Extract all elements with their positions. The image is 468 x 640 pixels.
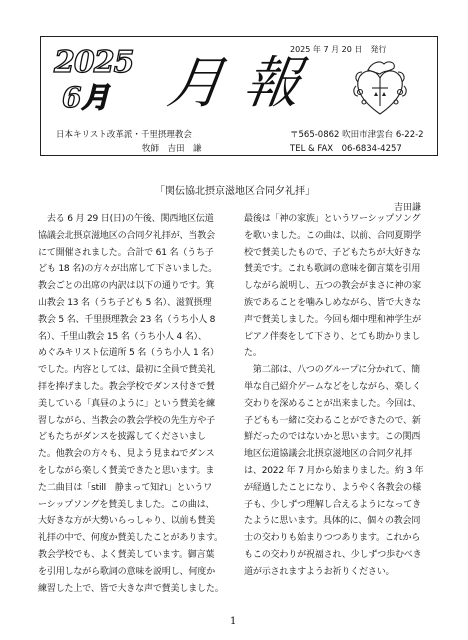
article-line: 山教会 13 名（うち子ども 5 名）、滋賀摂理	[38, 297, 212, 308]
article-line: 礼拝の中で、何度か賛美したことがあります。	[38, 533, 223, 544]
article-line: 大好きな方が大勢いらっしゃり、以前も賛美	[38, 516, 215, 527]
heart-dove-emblem-icon	[350, 56, 410, 122]
article-line: 地区伝道協議会北摂京滋地区の合同夕礼拝	[244, 449, 413, 460]
article-line: 教会 5 名、千里摂理教会 23 名（うち小人 8	[38, 314, 216, 325]
church-address: 〒565-0862 吹田市津雲台 6-22-2	[290, 130, 424, 140]
article-line: 第二部は、八つのグループに分かれて、簡	[244, 365, 421, 376]
article-line: 美している「真昼のように」という賛美を練	[38, 398, 215, 409]
article-line: 賛美です。これも歌詞の意味を御言葉を引用	[244, 264, 421, 275]
article-line: 名）、千里山教会 15 名（うち小人 4 名）、	[38, 331, 207, 342]
article-column-right	[244, 211, 440, 581]
article-line: 士の交わりも始まりつつあります。これから	[244, 533, 421, 544]
article-line: た。他教会の方々も、見よう見まねでダンス	[38, 449, 215, 460]
article-line: 声で賛美しました。今回も畑中理和神学生が	[244, 314, 421, 325]
article-line: しながら説明し、五つの教会がまさに神の家	[244, 281, 421, 292]
masthead-month: 6月	[62, 81, 110, 114]
article-line: 道が示されますようお祈りください。	[244, 566, 395, 577]
article-line: が経過したことになり、ようやく各教会の様	[244, 482, 421, 493]
newsletter-title: 月報	[163, 51, 325, 116]
article-line: もこの交わりが祝福され、少しずつ歩むべき	[244, 549, 422, 560]
article-line: にて開催されました。合計で 61 名（うち子	[38, 247, 214, 258]
article-line: ーシップソングを賛美しました。この曲は、	[38, 499, 215, 510]
article-column-left	[38, 211, 234, 597]
church-tel-fax: TEL & FAX 06-6834-4257	[290, 144, 402, 154]
article-line: 交わりを深めることが出来ました。今回は、	[244, 398, 421, 409]
article-line: 習しながら、当教会の教会学校の先生方や子	[38, 415, 215, 426]
masthead-year: 2025	[54, 45, 134, 80]
article-line: ども 18 名)の方々が出席して下さいました。	[38, 264, 218, 275]
page-number: 1	[230, 616, 237, 627]
article-line: 族であることを噛みしめながら、皆で大きな	[244, 297, 421, 308]
article-line: 子どもも一緒に交わることができたので、新	[244, 415, 421, 426]
article-line: どもたちがダンスを披露してくださいまし	[38, 432, 206, 443]
article-line: 単な自己紹介ゲームなどをしながら、楽しく	[244, 381, 421, 392]
article-author: 吉田謙	[394, 203, 422, 213]
article-line: たように思います。具体的に、個々の教会同	[244, 516, 421, 527]
article-line: めぐみキリスト伝道所 5 名（うち小人 1 名）	[38, 348, 219, 359]
article-line: た。	[244, 348, 262, 359]
article-line: 最後は「神の家族」というワーシップソング	[244, 214, 421, 224]
article-title: 「関伝協北摂京滋地区合同夕礼拝」	[155, 186, 315, 197]
article-line: は、2022 年 7 月から始まりました。約 3 年	[244, 465, 424, 476]
article-line: でした。内容としては、最初に全員で賛美礼	[38, 365, 215, 376]
issue-date: 2025 年 7 月 20 日 発行	[290, 45, 387, 54]
church-name: 日本キリスト改革派・千里摂理教会	[56, 130, 192, 140]
article-line: た二曲目は「still 静まって知れ」というワ	[38, 482, 213, 493]
article-line: 子も、少しずつ理解し合えるようになってき	[244, 499, 421, 510]
article-line: 協議会北摂京滋地区の合同夕礼拝が、当教会	[38, 230, 215, 241]
pastor-name: 牧師 吉田 謙	[142, 144, 202, 154]
article-line: ピアノ伴奏をして下さり、とても助かりまし	[244, 331, 421, 342]
article-line: を引用しながら歌詞の意味を説明し、何度か	[38, 566, 215, 577]
article-line: 鮮だったのではないかと思います。この関西	[244, 432, 421, 443]
article-line: 練習した上で、皆で大きな声で賛美しました。	[38, 583, 224, 594]
article-line: 教会学校でも、よく賛美しています。御言葉	[38, 549, 215, 560]
article-line: をしながら楽しく賛美できたと思います。ま	[38, 465, 215, 476]
article-line: 校で賛美したもので、子どもたちが大好きな	[244, 247, 421, 258]
article-line: 拝を捧げました。教会学校でダンス付きで賛	[38, 381, 215, 392]
article-line: を歌いました。この曲は、以前、合同夏期学	[244, 230, 421, 241]
article-line: 教会ごとの出席の内訳は以下の通りです。箕	[38, 281, 215, 292]
article-line: 去る 6 月 29 日(日)の午後、関西地区伝道	[38, 214, 214, 224]
